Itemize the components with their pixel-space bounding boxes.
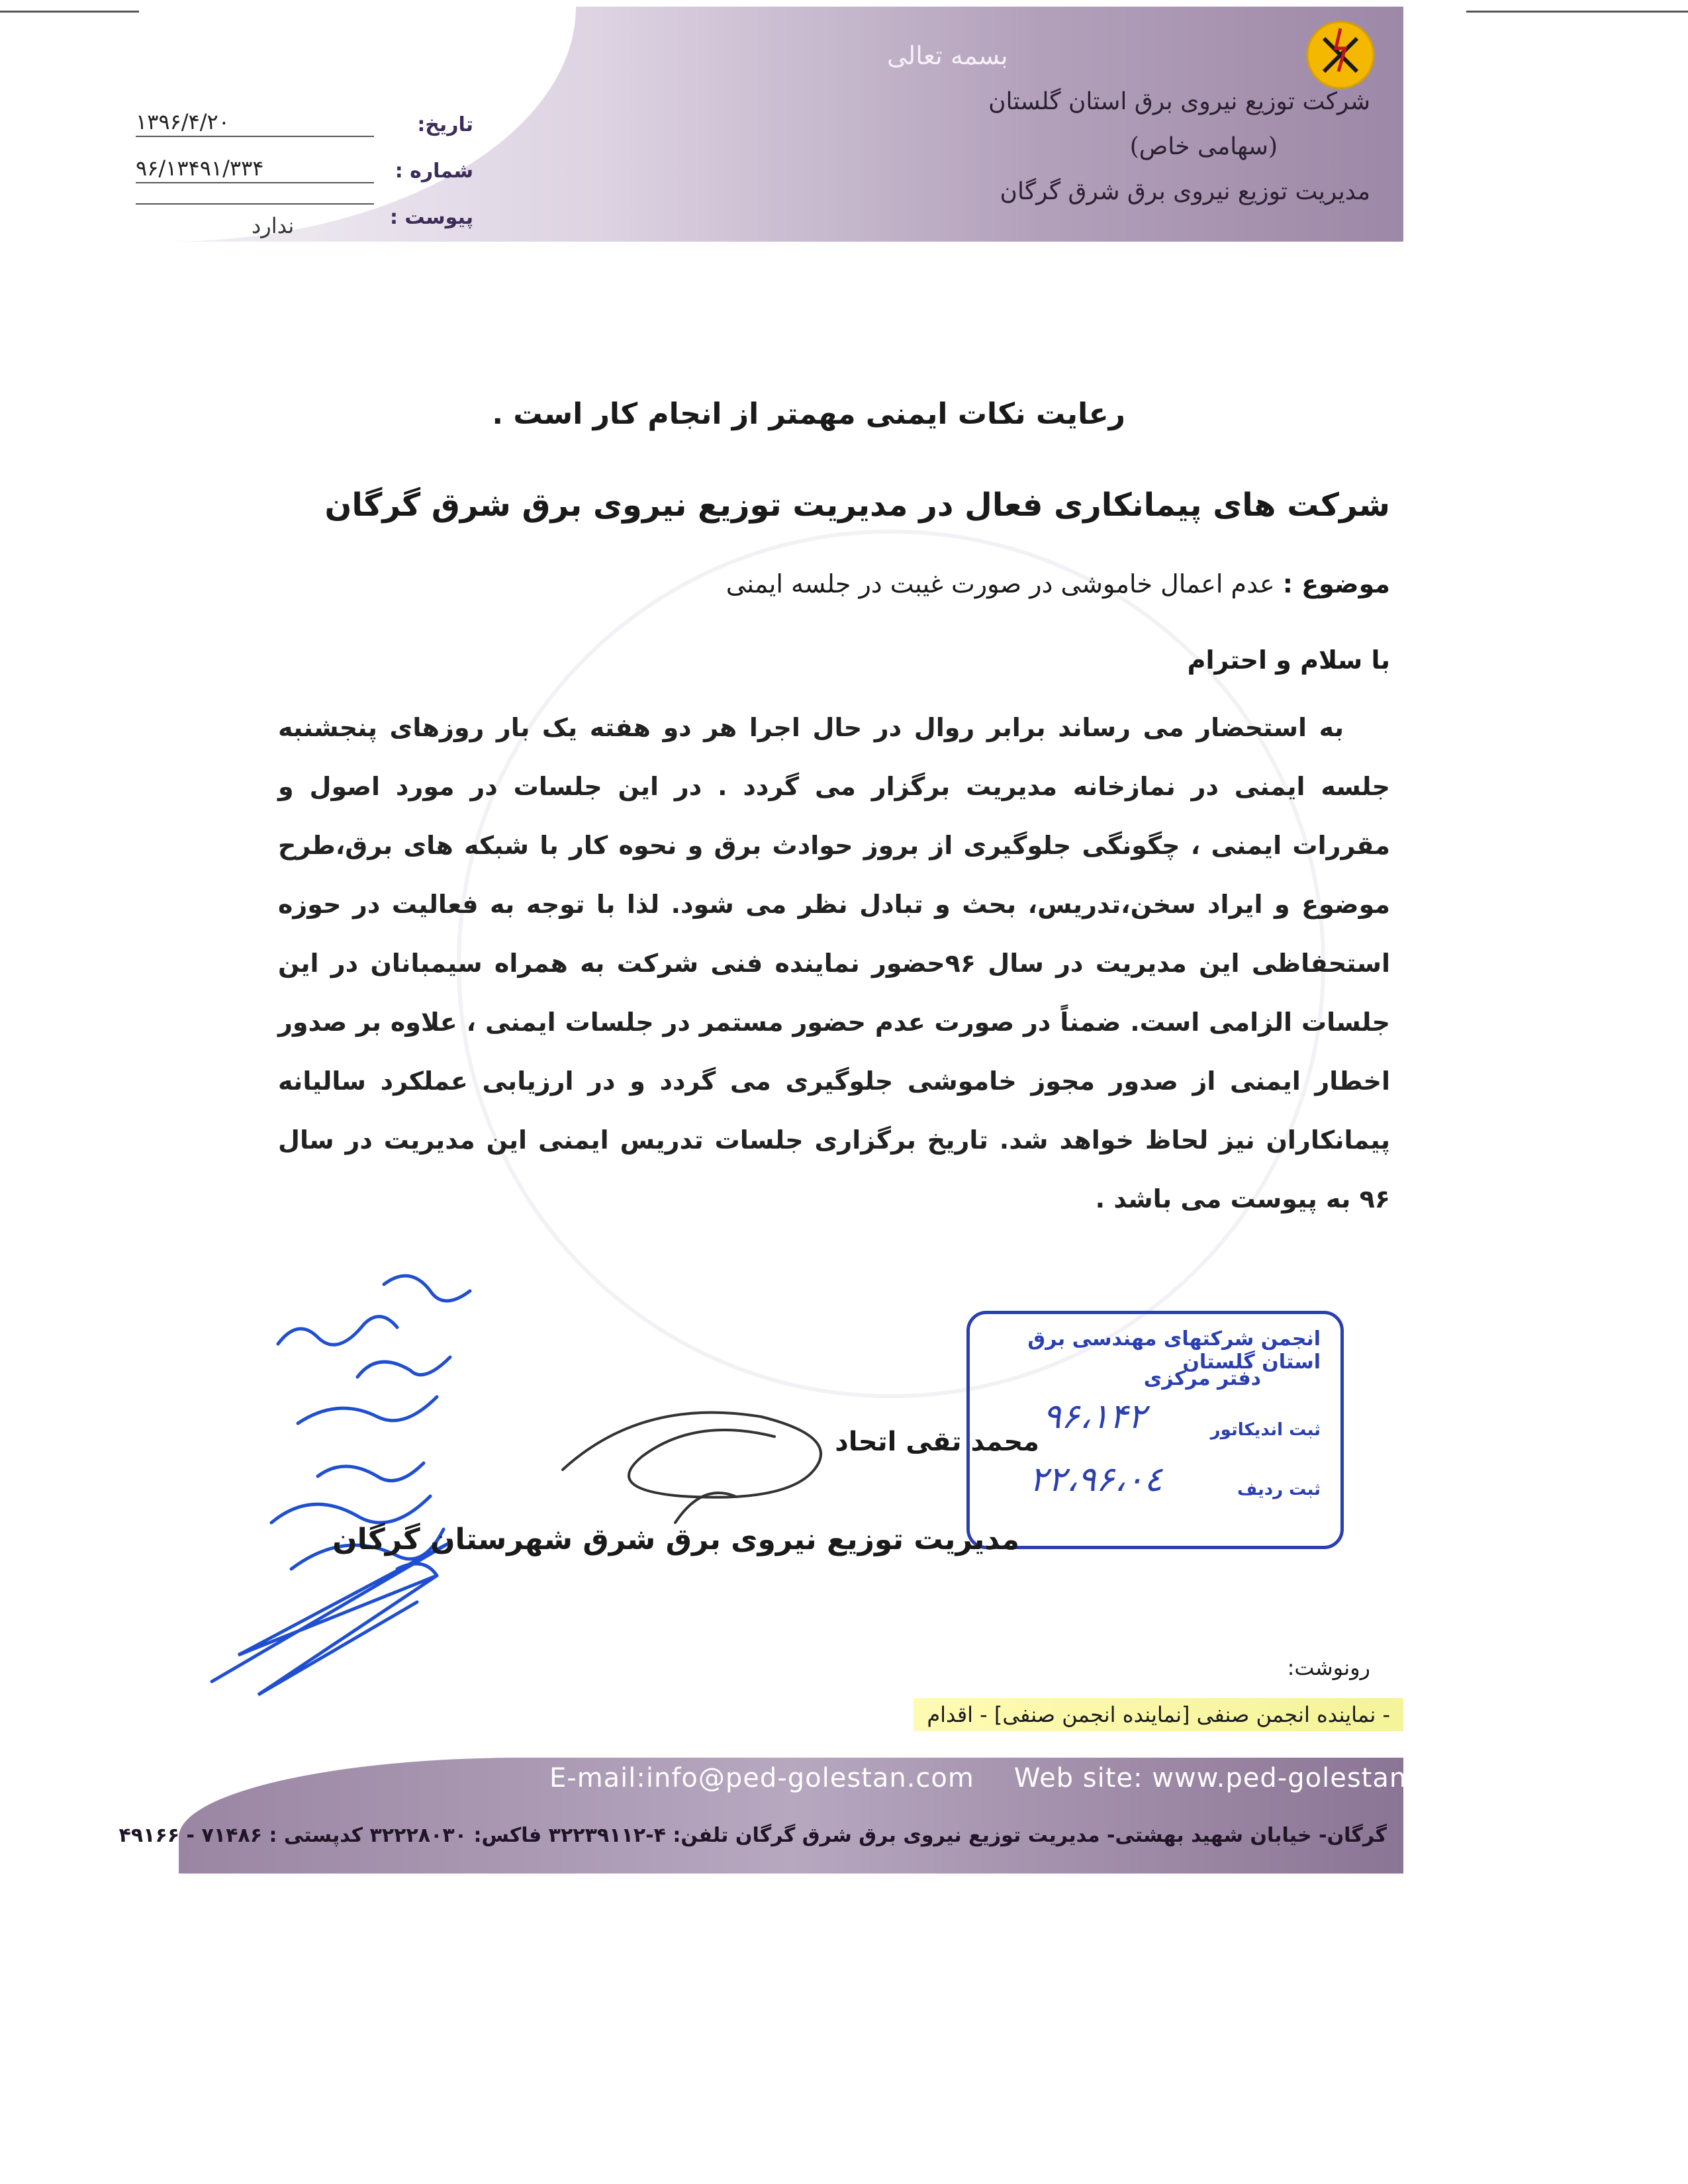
signatory-title: مدیریت توزیع نیروی برق شرق شهرستان گرگان bbox=[332, 1523, 1019, 1556]
stamp-row-label: ثبت ردیف bbox=[1237, 1480, 1321, 1499]
scan-top-edge bbox=[0, 11, 139, 13]
stamp-line-2: دفتر مرکزی bbox=[1143, 1367, 1261, 1390]
footer-contact-web bbox=[549, 1763, 1514, 1793]
company-line-1: شرکت توزیع نیروی برق استان گلستان bbox=[988, 88, 1370, 115]
date-value: ۱۳۹۶/۴/۲۰ bbox=[136, 109, 374, 137]
company-line-3: مدیریت توزیع نیروی برق شرق گرگان bbox=[1000, 178, 1370, 205]
number-label: شماره : bbox=[395, 160, 473, 183]
stamp-indicator-label: ثبت اندیکاتور bbox=[1210, 1420, 1321, 1440]
attachment-row bbox=[129, 202, 473, 248]
stamp-indicator-value: ۹۶،۱۴۲ bbox=[1043, 1397, 1147, 1437]
signatory-name: محمد تقی اتحاد bbox=[835, 1427, 1039, 1457]
footer-website: Web site: www.ped-golestan.com bbox=[1013, 1763, 1475, 1793]
attachment-value: ندارد bbox=[252, 213, 295, 238]
cc-label: رونوشت: bbox=[1287, 1655, 1370, 1680]
subject-text: عدم اعمال خاموشی در صورت غیبت در جلسه ایمنی bbox=[726, 569, 1275, 598]
number-row bbox=[129, 156, 473, 202]
letter-meta bbox=[129, 109, 473, 248]
cc-item: - نماینده انجمن صنفی [نماینده انجمن صنفی] - اقدام bbox=[914, 1698, 1403, 1731]
safety-heading: رعایت نکات ایمنی مهمتر از انجام کار است . bbox=[492, 397, 1125, 431]
body-paragraph: به استحضار می رساند برابر روال در حال اجرا هر دو هفته یک بار روزهای پنجشنبه جلسه ایمنی در نمازخانه مدیریت برگزار می گردد . در این جلسات در مورد اصول و مقررات ایمنی ، چگونگی جلوگیری از بروز حوادث برق و نحوه کار با شبکه های برق،طرح موضوع و ایراد سخن،تدریس، بحث و تبادل نظر می شود. لذا با توجه به فعالیت در حوزه استحفاظی این مدیریت در سال ۹۶حضور نماینده فنی شرکت به همراه سیمبانان در این جلسات الزامی است. ضمناً در صورت عدم حضور مستمر در جلسات ایمنی ، علاوه بر صدور اخطار ایمنی از صدور مجوز خاموشی جلوگیری می گردد و در ارزیابی عملکرد سالیانه پیمانکاران نیز لحاظ خواهد شد. تاریخ برگزاری جلسات تدریس ایمنی این مدیریت در سال ۹۶ به پیوست می باشد . bbox=[278, 713, 1391, 1213]
letter-body bbox=[278, 698, 1390, 1229]
company-line-2: (سهامی خاص) bbox=[1129, 133, 1278, 160]
stamp-line-1: انجمن شرکتهای مهندسی برق استان گلستان bbox=[1027, 1327, 1321, 1374]
subject-label: موضوع : bbox=[1282, 569, 1390, 598]
stamp-row-value: ۹۶،۰٤،۲۲ bbox=[1029, 1460, 1163, 1499]
footer-address: گرگان- خیابان شهید بهشتی- مدیریت توزیع نیروی برق شرق گرگان تلفن: ۴-۳۲۲۳۹۱۱۲ فاکس: ۳۲۲۲۸۰۳۰ کدپستی : ۷۱۴۸۶ - ۴۹۱۶۶ bbox=[118, 1824, 1387, 1847]
date-row bbox=[129, 109, 473, 156]
scan-top-edge-right bbox=[1466, 11, 1688, 13]
greeting: با سلام و احترام bbox=[1187, 645, 1390, 675]
signature-scribble bbox=[543, 1390, 847, 1543]
subject-line bbox=[726, 569, 1390, 598]
number-value: ۹۶/۱۳۴۹۱/۳۳۴ bbox=[136, 156, 374, 183]
bismillah: بسمه تعالی bbox=[887, 41, 1008, 70]
handwritten-note bbox=[199, 1258, 503, 1734]
footer-band bbox=[118, 1758, 1475, 1874]
attachment-label: پیوست : bbox=[389, 206, 473, 229]
company-name-block bbox=[907, 79, 1370, 214]
recipient-heading: شرکت های پیمانکاری فعال در مدیریت توزیع نیروی برق شرق گرگان bbox=[324, 487, 1390, 524]
attachment-line bbox=[136, 202, 374, 205]
date-label: تاریخ: bbox=[417, 113, 473, 136]
footer-email: E-mail:info@ped-golestan.com bbox=[549, 1763, 974, 1793]
